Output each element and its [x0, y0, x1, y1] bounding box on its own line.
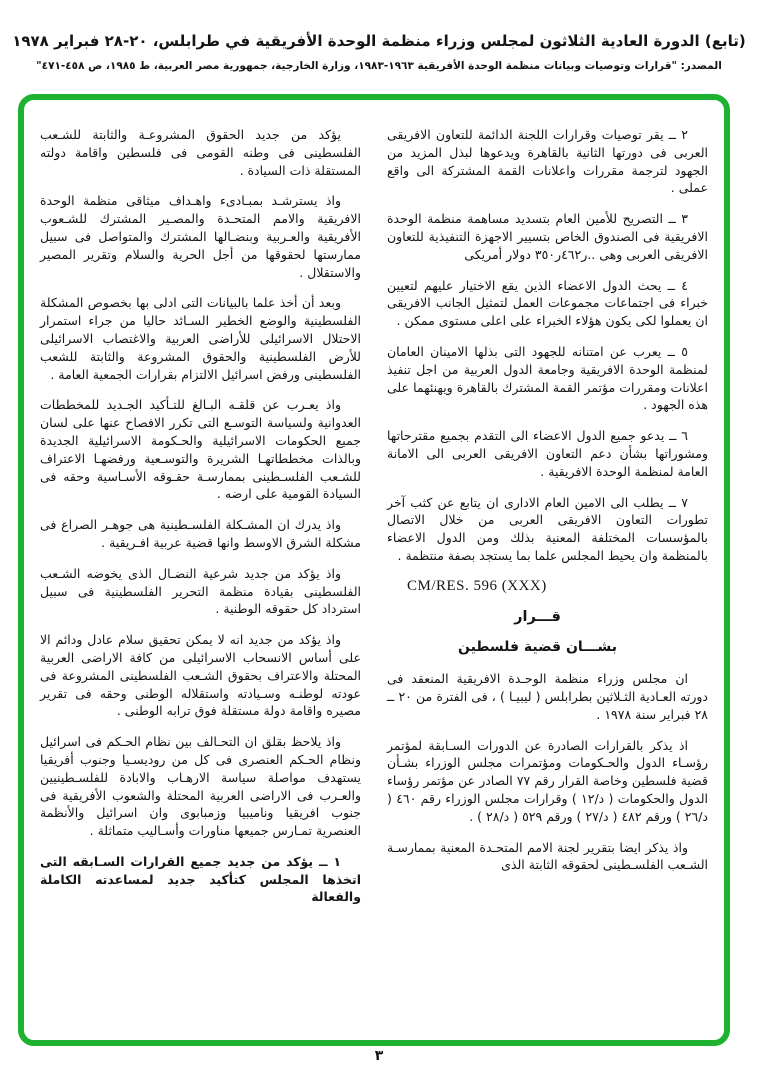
resolution-clause-4: ٤ ــ يحث الدول الاعضاء الذين يقع الاختيار عليهم لتعيين خبراء فى اجتماعات مجموعات العمل لتمثيل الجانب الافريقى ان يعملوا لكى يكون هؤلاء الخبراء على اعلى مستوى ممكن . [387, 277, 708, 329]
page-header-source: المصدر: "قرارات وتوصيات وبيانات منظمة الوحدة الأفريقية ١٩٦٣-١٩٨٣، وزارة الخارجية، جمهورية مصر العربية، ط ١٩٨٥، ص ٤٥٨-٤٧١" [36, 60, 722, 72]
resolution-title: قـــرار [514, 608, 561, 625]
content-frame [18, 94, 730, 1046]
preamble-paragraph-2: اذ يذكر بالقرارات الصادرة عن الدورات السـابقة لمؤتمر رؤسـاء الدول والحـكومات ومؤتمرات مجلس الوزراء بشـأن قضية فلسطين وخاصة القرار رقم ٧٧ الصادر عن مؤتمر رؤساء الدول والحكومات ( د/١٢ ) وقرارات مجلس الوزراء رقم ٤٦٠ ( د/٢٦ ) ورقم ٤٨٢ ( د/٢٧ ) ورقم ٥٢٩ ( د/٢٨ ) . [387, 737, 708, 824]
body-paragraph-6: واذ يؤكد من جديد شرعية النضـال الذى يخوضه الشـعب الفلسطينى بقيادة منظمة التحرير الفلسطينية فى سبيل استرداد كل حقوقه الوطنية . [40, 565, 361, 617]
resolution-clause-7: ٧ ــ يطلب الى الامين العام الادارى ان يتابع عن كثب آخر تطورات التعاون الافريقى العربى من خلال الاتصال بالمؤسسات المختلفة المعنية بذلك ومن الدول الاعضاء بالمنظمة وان يحيط المجلس علما بما يستجد بصفة منتظمة . [387, 494, 708, 563]
resolution-clause-5: ٥ ــ يعرب عن امتنانه للجهود التى بذلها الامينان العامان لمنظمة الوحدة الافريقية وجامعة الدول العربية من اجل تنفيذ اعلانات ومقررات مؤتمر القمة المشترك بالقاهرة ويهنئهما على هذه الجهود . [387, 343, 708, 413]
resolution-clause-3: ٣ ــ التصريح للأمين العام بتسديد مساهمة منظمة الوحدة الافريقية فى الصندوق الخاص بتسيير الاجهزة التنفيذية للتعاون الافريقى العربى وهى ..ر٤٦٢ر٣٥٠ دولار أمريكى [387, 211, 708, 262]
page-number: ٣ [374, 1048, 384, 1064]
resolution-clause-6: ٦ ــ يدعو جميع الدول الاعضاء الى التقدم بجميع مقترحاتها ومشوراتها بشأن دعم التعاون الافريقى العربى الى الامانة العامة لمنظمة الوحدة الافريقية . [387, 428, 708, 479]
operative-clause-1: ١ ــ يؤكد من جديد جميع القرارات السـابقه التى اتخذها المجلس كتأكيد جديد لمساعدته الكاملة والفعالة [40, 853, 361, 905]
resolution-clause-2: ٢ ــ يقر توصيات وقرارات اللجنة الدائمة للتعاون الافريقى العربى فى دورتها الثانية بالقاهرة ويدعوها لبذل المزيد من الجهود لترجمة مقررات واعلانات القمة المشتركة الى واقع عملى . [387, 127, 708, 196]
column-right [387, 126, 708, 1026]
body-paragraph-8: واذ يلاحظ بقلق ان التحـالف بين نظام الحـكم فى اسرائيل ونظام الحـكم العنصرى فى كل من روديسـيا وجنوب أفريقيا يستهدف مواصلة سياسة الارهـاب والابادة للفلسـطينيين والعـرب فى الاراضى العربية المحتلة والشعوب الأفريقية فى جنوب افريقيا وناميبيا وزمبابوى وان اسرائيل والأنظمة العنصرية تمـارس جميعها مناورات وأسـاليب متماثلة . [40, 734, 361, 839]
body-paragraph-2: واذ يسترشـد بمبـادىء واهـداف ميثاقى منظمة الوحدة الافريقية والامم المتحـدة والمصـير المشترك للشـعوب الأفريقية والعـربية وبنضـالها المشترك والمتواصل فى سبيل ممارستها لحقوقها من أجل الحرية والسلام وتقرير المصير والاستقلال . [40, 193, 361, 280]
column-left [40, 126, 361, 1026]
resolution-reference-number: CM/RES. 596 (XXX) [407, 577, 547, 594]
body-paragraph-3: وبعد أن أخذ علما بالبيانات التى ادلى بها بخصوص المشكلة الفلسطينية والوضع الخطير السـائد حاليا من جراء استمرار الاحتلال الاسرائيلى للأراضى العربية والاغتصاب الاسرائيلى للأرض الفلسطينية والحقوق المشروعة والثابتة للشعب الفلسطينى ورفض اسرائيل الالتزام بقرارات الجمعية العامة . [40, 295, 361, 382]
preamble-paragraph-3: واذ يذكر ايضا بتقرير لجنة الامم المتحـدة المعنية بممارسـة الشـعب الفلسـطينى لحقوقه الثابتة الذى [387, 839, 708, 873]
page-header-title: (تابع) الدورة العادية الثلاثون لمجلس وزراء منظمة الوحدة الأفريقية في طرابلس، ٢٠-٢٨ فبراير ١٩٧٨ [12, 32, 746, 50]
resolution-subtitle: بشـــان قضية فلسطين [457, 639, 618, 656]
preamble-paragraph-1: ان مجلس وزراء منظمة الوحـدة الافريقية المنعقد فى دورته العـادية الثـلاثين بطرابلس ( ليبيـا ) ، فى الفترة من ٢٠ ــ ٢٨ فبراير سنة ١٩٧٨ . [387, 671, 708, 722]
two-column-layout [40, 126, 708, 1026]
body-paragraph-5: واذ يدرك ان المشـكلة الفلسـطينية هى جوهـر الصراع فى مشكلة الشرق الاوسط وانها قضية عربية افـريقية . [40, 517, 361, 550]
body-paragraph-7: واذ يؤكد من جديد انه لا يمكن تحقيق سلام عادل ودائم الا على أساس الانسحاب الاسرائيلى من كافة الاراضى العربية المحتلة والاعتراف بحقوق الشـعب الفلسطينى المشروعة فى عودته لوطنـه وسـيادته واستقلاله الوطنى وحقه فى تقرير مصيره واقامة دولة مستقلة فوق ترابه الوطنى . [40, 632, 361, 719]
body-paragraph-1: يؤكد من جديد الحقوق المشروعـة والثابتة للشـعب الفلسطينى فى وطنه القومى فى فلسطين واقامة دولته المستقلة ذات السيادة . [40, 127, 361, 178]
body-paragraph-4: واذ يعـرب عن قلقـه البـالغ للتـأكيد الجـديد للمخططات العدوانية ولسياسة التوسـع التى تكرر الافصاح عنها على لسان جميع الحكومات الاسرائيلية والحـكومة الاسرائيلية الجديدة وبالذات مخططاتهـا الشريرة والتوسـعية ورفضهـا الاعتراف للشـعب الفلسـطينى بممارسـة حقـوقه الأسـاسية وحقه فى السيادة القومية على ارضه . [40, 397, 361, 502]
